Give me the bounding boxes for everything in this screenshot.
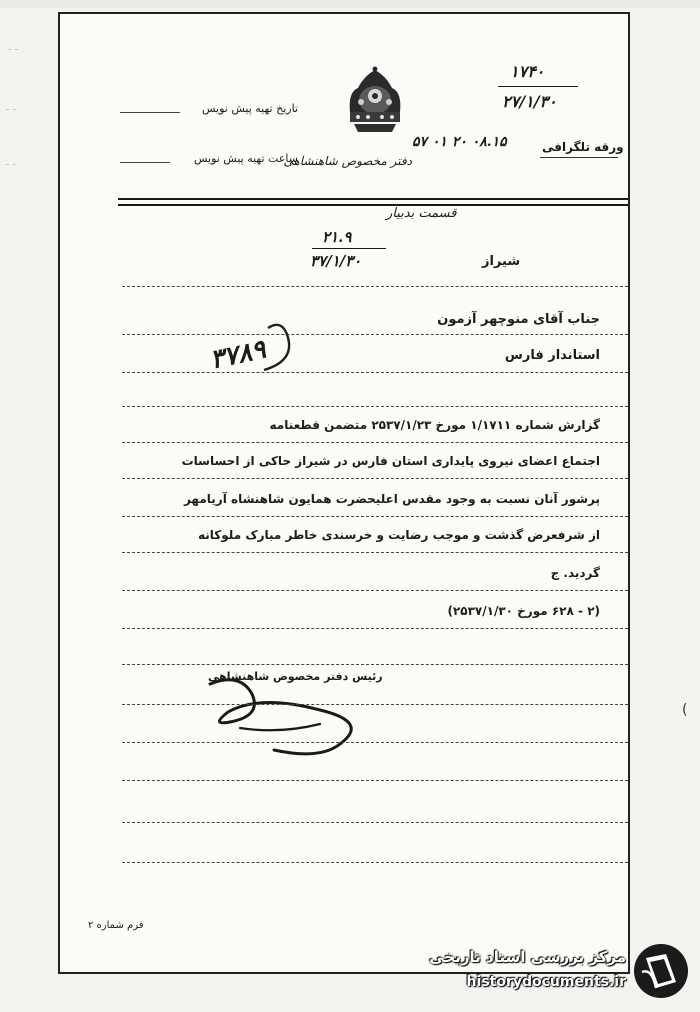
- handwritten-signature: [170, 664, 380, 774]
- bleed-mark: ـ ـ: [6, 155, 16, 168]
- header-rule-top: [118, 198, 628, 200]
- ruled-line: [122, 780, 628, 781]
- office-name: دفتر مخصوص شاهنشاهی: [283, 154, 412, 168]
- addressee-title: استاندار فارس: [504, 348, 600, 363]
- ruled-line: [122, 442, 628, 443]
- scan-background-edge: [0, 0, 700, 8]
- scan-speck: (: [682, 702, 688, 718]
- ruled-line: [122, 516, 628, 517]
- handwritten-number-stroke: [246, 318, 306, 378]
- reference-line: (۲ - ۶۲۸ مورخ ۲۵۳۷/۱/۳۰): [447, 604, 600, 618]
- history-documents-logo-icon: [632, 942, 690, 1000]
- watermark-title: مرکز بررسی اسناد تاریخی: [429, 948, 626, 966]
- ruled-line: [122, 552, 628, 553]
- ruled-line: [122, 372, 628, 373]
- doc-type: ورقه تلگرافی: [542, 140, 624, 154]
- ruled-line: [122, 478, 628, 479]
- body-line-4: از شرفعرض گذشت و موجب رضایت و خرسندی خاطر مبارک ملوکانه: [198, 528, 600, 542]
- ref-underline: [498, 86, 578, 87]
- destination-city: شیراز: [482, 254, 521, 269]
- body-line-3: پرشور آنان نسبت به وجود مقدس اعلیحضرت همایون شاهنشاه آریامهر: [183, 492, 600, 506]
- ruled-line: [122, 590, 628, 591]
- ref-number: ۱۷۴۰: [510, 62, 545, 81]
- ref-date: ۲۷/۱/۳۰: [502, 92, 557, 111]
- bleed-mark: ـ ـ: [8, 40, 18, 53]
- time-blank-line: [120, 162, 170, 163]
- ruled-line: [122, 628, 628, 629]
- time-label: ساعت تهیه پیش نویس: [193, 152, 298, 165]
- ruled-line: [122, 406, 628, 407]
- telegram-code: ۵۷ ۰۱ ۲۰ ۰۸.۱۵: [412, 134, 507, 150]
- body-line-5: گردید. ج: [550, 566, 600, 580]
- ruled-line: [122, 704, 628, 705]
- ruled-line: [122, 334, 628, 335]
- handwritten-file-number: ۳۷۸۹: [207, 334, 269, 376]
- ruled-line: [122, 862, 628, 863]
- body-line-2: اجتماع اعضای نیروی پایداری استان فارس در شیراز حاکی از احساسات: [181, 454, 600, 468]
- header-rule-bottom: [118, 204, 628, 206]
- addressee-name: جناب آقای منوچهر آزمون: [437, 312, 600, 327]
- date-label: تاریخ تهیه پیش نویس: [202, 102, 298, 115]
- imperial-crown-emblem: [344, 66, 406, 142]
- signature-title: رئیس دفتر مخصوص شاهنشاهی: [208, 670, 383, 683]
- form-number: فرم شماره ۲: [88, 920, 144, 931]
- watermark-url: historydocuments.ir: [466, 974, 626, 990]
- handwritten-routing-note: قسمت بدبیار: [386, 206, 457, 221]
- doc-type-underline: [540, 157, 618, 158]
- destination-date: ۳۷/۱/۳۰: [310, 252, 362, 270]
- destination-number-underline: [312, 248, 386, 249]
- destination-number: ۲۱.۹: [322, 228, 352, 246]
- ruled-line: [122, 742, 628, 743]
- ruled-line: [122, 822, 628, 823]
- bleed-mark: ـ ـ: [6, 100, 16, 113]
- body-line-1: گزارش شماره ۱/۱۷۱۱ مورخ ۲۵۳۷/۱/۲۳ متضمن قطعنامه: [269, 418, 600, 432]
- ruled-line: [122, 286, 628, 287]
- date-blank-line: [120, 112, 180, 113]
- telegram-form: [58, 12, 630, 974]
